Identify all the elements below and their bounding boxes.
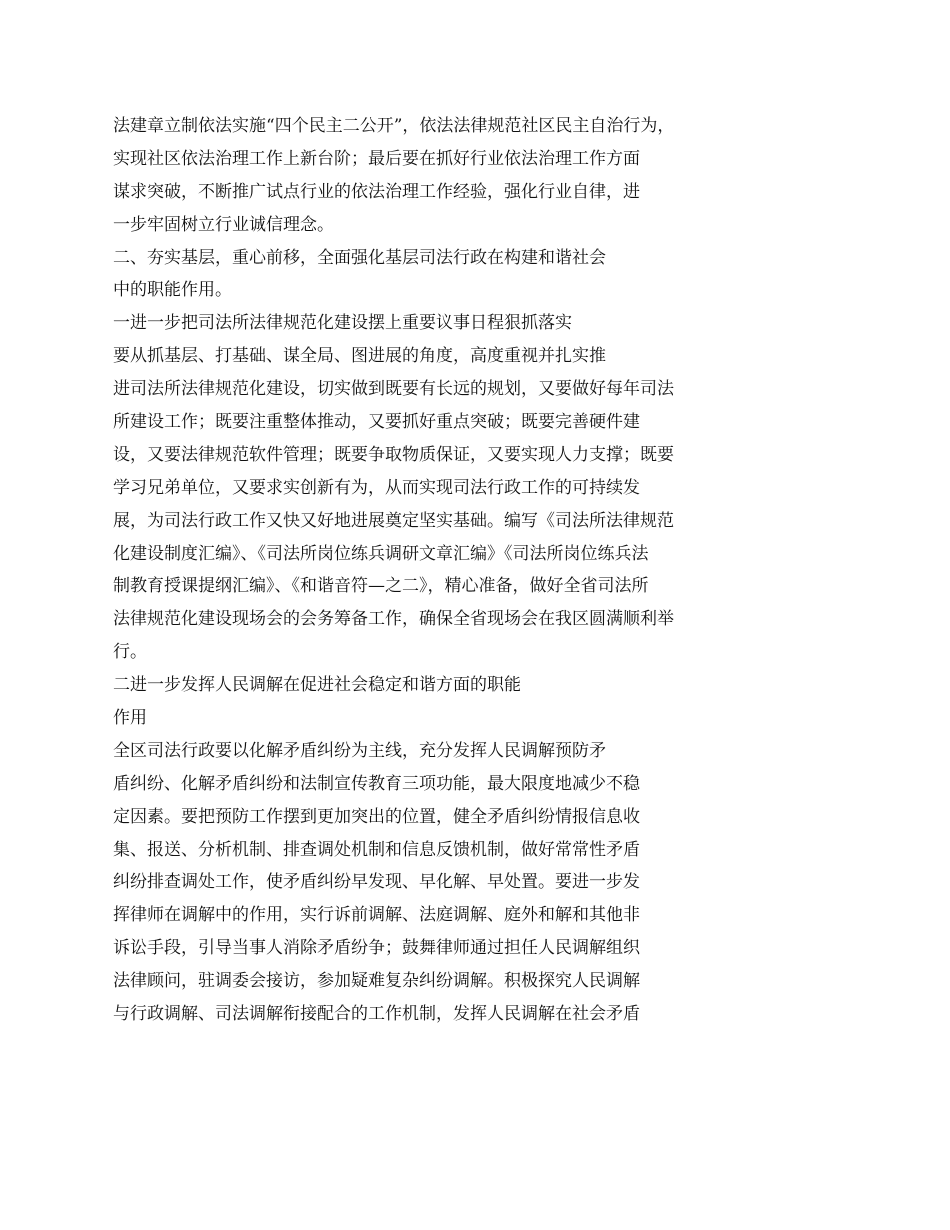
text-line: 法律规范化建设现场会的会务筹备工作，确保全省现场会在我区圆满顺利举 xyxy=(113,609,674,630)
section-heading: 二、夯实基层，重心前移，全面强化基层司法行政在构建和谐社会 xyxy=(113,247,606,268)
text-line: 设，又要法律规范软件管理；既要争取物质保证，又要实现人力支撑；既要 xyxy=(113,444,674,465)
subsection-heading-continued: 作用 xyxy=(113,708,147,729)
section-heading-continued: 中的职能作用。 xyxy=(113,280,232,301)
document-body xyxy=(113,110,813,1031)
text-line: 与行政调解、司法调解衔接配合的工作机制，发挥人民调解在社会矛盾 xyxy=(113,1004,640,1025)
text-line: 法建章立制依法实施“四个民主二公开”，依法法律规范社区民主自治行为， xyxy=(113,116,675,136)
text-line: 行。 xyxy=(113,642,147,663)
text-line: 化建设制度汇编》、《司法所岗位练兵调研文章汇编》《司法所岗位练兵法 xyxy=(113,543,649,564)
text-line: 一步牢固树立行业诚信理念。 xyxy=(113,214,334,235)
text-line: 盾纠纷、化解矛盾纠纷和法制宣传教育三项功能，最大限度地减少不稳 xyxy=(113,773,640,794)
text-line: 实现社区依法治理工作上新台阶；最后要在抓好行业依法治理工作方面 xyxy=(113,148,640,169)
subsection-heading: 二进一步发挥人民调解在促进社会稳定和谐方面的职能 xyxy=(113,675,521,696)
text-line: 展，为司法行政工作又快又好地进展奠定坚实基础。编写《司法所法律规范 xyxy=(113,510,674,531)
text-line: 谋求突破，不断推广试点行业的依法治理工作经验，强化行业自律，进 xyxy=(113,181,640,202)
text-line: 挥律师在调解中的作用，实行诉前调解、法庭调解、庭外和解和其他非 xyxy=(113,905,640,926)
subsection-heading: 一进一步把司法所法律规范化建设摆上重要议事日程狠抓落实 xyxy=(113,313,572,334)
text-line: 制教育授课提纲汇编》、《和谐音符—之二》，精心准备，做好全省司法所 xyxy=(113,576,649,597)
text-line: 学习兄弟单位，又要求实创新有为，从而实现司法行政工作的可持续发 xyxy=(113,477,640,498)
text-line: 所建设工作；既要注重整体推动，又要抓好重点突破；既要完善硬件建 xyxy=(113,412,640,433)
text-line: 纠纷排查调处工作，使矛盾纠纷早发现、早化解、早处置。要进一步发 xyxy=(113,872,640,893)
text-line: 定因素。要把预防工作摆到更加突出的位置，健全矛盾纠纷情报信息收 xyxy=(113,806,640,827)
text-line: 全区司法行政要以化解矛盾纠纷为主线，充分发挥人民调解预防矛 xyxy=(113,740,606,761)
text-line: 进司法所法律规范化建设，切实做到既要有长远的规划，又要做好每年司法 xyxy=(113,379,674,400)
text-line: 法律顾问，驻调委会接访，参加疑难复杂纠纷调解。积极探究人民调解 xyxy=(113,971,640,992)
text-line: 诉讼手段，引导当事人消除矛盾纷争；鼓舞律师通过担任人民调解组织 xyxy=(113,938,640,959)
text-line: 要从抓基层、打基础、谋全局、图进展的角度，高度重视并扎实推 xyxy=(113,346,606,367)
text-line: 集、报送、分析机制、排查调处机制和信息反馈机制，做好常常性矛盾 xyxy=(113,839,640,860)
